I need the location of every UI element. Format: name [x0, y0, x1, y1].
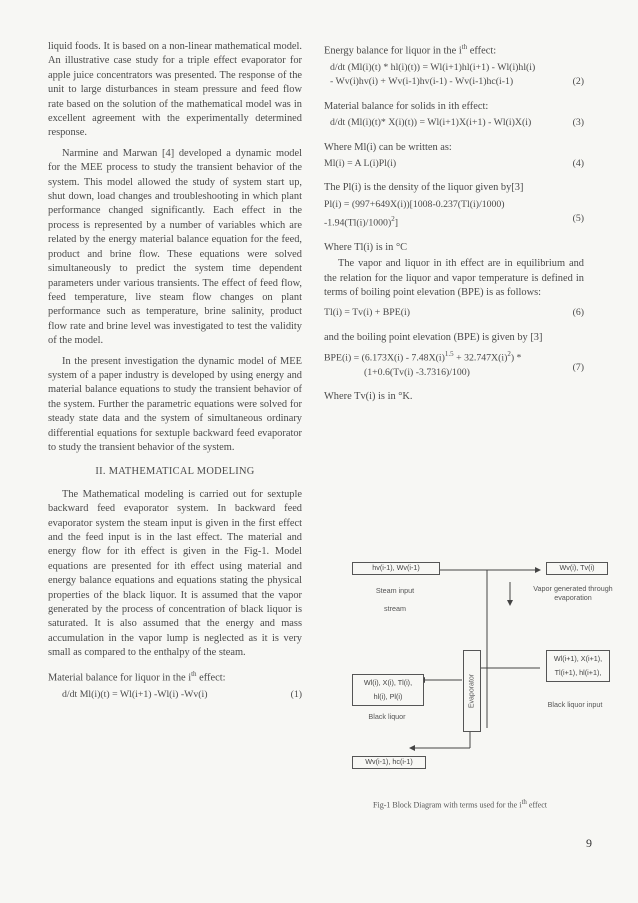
- equation-4-label: Where Ml(i) can be written as:: [324, 141, 452, 153]
- paragraph-modeling: The Mathematical modeling is carried out for sextuple backward feed evaporator system. In backward feed evaporator system the steam input is given in the first effect and the feed input is in the last effect. The material and energy flow for ith effect is given in the Fig-1. Model equations are presented for ith effect using material and energy balance equations and equations stating the physical properties of the black liquor. It is assumed that the vapor generated by the process of concentration of black liquor is saturated. It is also assumed that the energy and mass accumulation in the vapor lump is neglected as it is very small as compared to the enthalpy of the steam.: [48, 488, 302, 659]
- equation-5: Pl(i) = (997+649X(i))[1008-0.237(Tl(i)/1000) $-1.94(Tl(i)/1000)^2$] (5): [324, 198, 584, 229]
- liquor-output-box: Wl(i), X(i), Tl(i), hl(i), Pl(i): [352, 674, 424, 706]
- equation-2-label: Energy balance for liquor in the $i^{th}$ effect:: [324, 43, 497, 57]
- black-liquor-label: Black liquor: [368, 712, 406, 721]
- equation-5-label: The Pl(i) is the density of the liquor given by[3]: [324, 182, 524, 194]
- steam-input-label: Steam input: [375, 586, 415, 595]
- right-column: [324, 40, 584, 407]
- evaporator-block: Evaporator: [463, 650, 481, 732]
- equation-1-label: Material balance for liquor in the $i^{th}$ effect:: [48, 669, 226, 684]
- equation-7-label: and the boiling point elevation (BPE) is given by [3]: [324, 331, 543, 343]
- equation-6: Tl(i) = Tv(i) + BPE(i) (6): [324, 307, 584, 319]
- paragraph-intro-end: liquid foods. It is based on a non-linear mathematical model. An illustrative case study for a triple effect evaporator for apple juice concentrators was presented. The response of the unit to large disturbances in steam pressure and feed flow rate based on the solution of the mathematical model was in excellent agreement with the experimentally determined response.: [48, 41, 302, 139]
- stream-label: stream: [384, 604, 406, 613]
- section-heading: II. MATHEMATICAL MODELING: [95, 466, 255, 478]
- page-number: 9: [586, 836, 592, 850]
- equation-1: d/dt Ml(i)(t) = Wl(i+1) -Wl(i) -Wv(i) (1): [62, 688, 302, 700]
- tl-unit-note: Where Tl(i) is in °C: [324, 241, 408, 253]
- left-column: [48, 40, 302, 712]
- liquor-input-box: Wl(i+1), X(i+1), Tl(i+1), hl(i+1),: [546, 650, 610, 682]
- black-liquor-input-label: Black liquor input: [547, 700, 603, 709]
- equation-4: Ml(i) = A L(i)Pl(i) (4): [324, 157, 584, 169]
- equation-3: d/dt (Ml(i)(t)* X(i)(t)) = Wl(i+1)X(i+1) - Wl(i)X(i) (3): [330, 117, 584, 129]
- equation-2: d/dt (Ml(i)(t) * hl(i)(t)) = Wl(i+1)hl(i+1) - Wl(i)hl(i) - Wv(i)hv(i) + Wv(i-1)hv(i-1) - Wv(i-1)hc(i-1) (2): [330, 61, 584, 88]
- steam-input-box: hv(i-1), Wv(i-1): [352, 562, 440, 575]
- paragraph-narmine: Narmine and Marwan [4] developed a dynamic model for the MEE process to study the transient behavior of the system. This model allowed the study of system start up, shut down, load changes and troubleshooting in which plant performance changed significantly. Each effect in the process is represented by a number of variables which are related by the energy material balance equation for the feed, product and brine flow. These equations were solved simultaneously to predict the system time dependent parameters under various transients. The effect of feed flow, feed temperature, live steam flow changes on plant performance such as temperature, brine salinity, product flow rate and brine level was investigated to test the validity of the model.: [48, 147, 302, 347]
- paragraph-vapor-equilibrium: The vapor and liquor in ith effect are in equilibrium and the relation for the liquor and vapor temperature is defined in terms of boiling point elevation (BPE) is as follows:: [324, 258, 584, 299]
- equation-3-label: Material balance for solids in ith effect:: [324, 100, 489, 112]
- vapor-generated-label: Vapor generated through evaporation: [533, 584, 613, 602]
- condensate-box: Wv(i-1), hc(i-1): [352, 756, 426, 769]
- paragraph-present-investigation: In the present investigation the dynamic model of MEE system of a paper industry is developed by using energy and material balance equations to study the transient behavior of the system. Further the parametric equations were solved for steady state data and the system of simultaneous ordinary differential equations for sextuple backward feed evaporator to study the transient behavior of the system.: [48, 355, 302, 453]
- figure-caption: Fig-1 Block Diagram with terms used for the $i^{th}$ effect: [373, 798, 547, 810]
- vapor-out-box: Wv(i), Tv(i): [546, 562, 608, 575]
- tv-unit-note: Where Tv(i) is in °K.: [324, 391, 413, 403]
- equation-7: $BPE(i) = (6.173X(i) - 7.48X(i)^{1.5} + 32.747X(i)^2)$ * (1+0.6(Tv(i) -3.7316)/100) (7): [324, 350, 584, 378]
